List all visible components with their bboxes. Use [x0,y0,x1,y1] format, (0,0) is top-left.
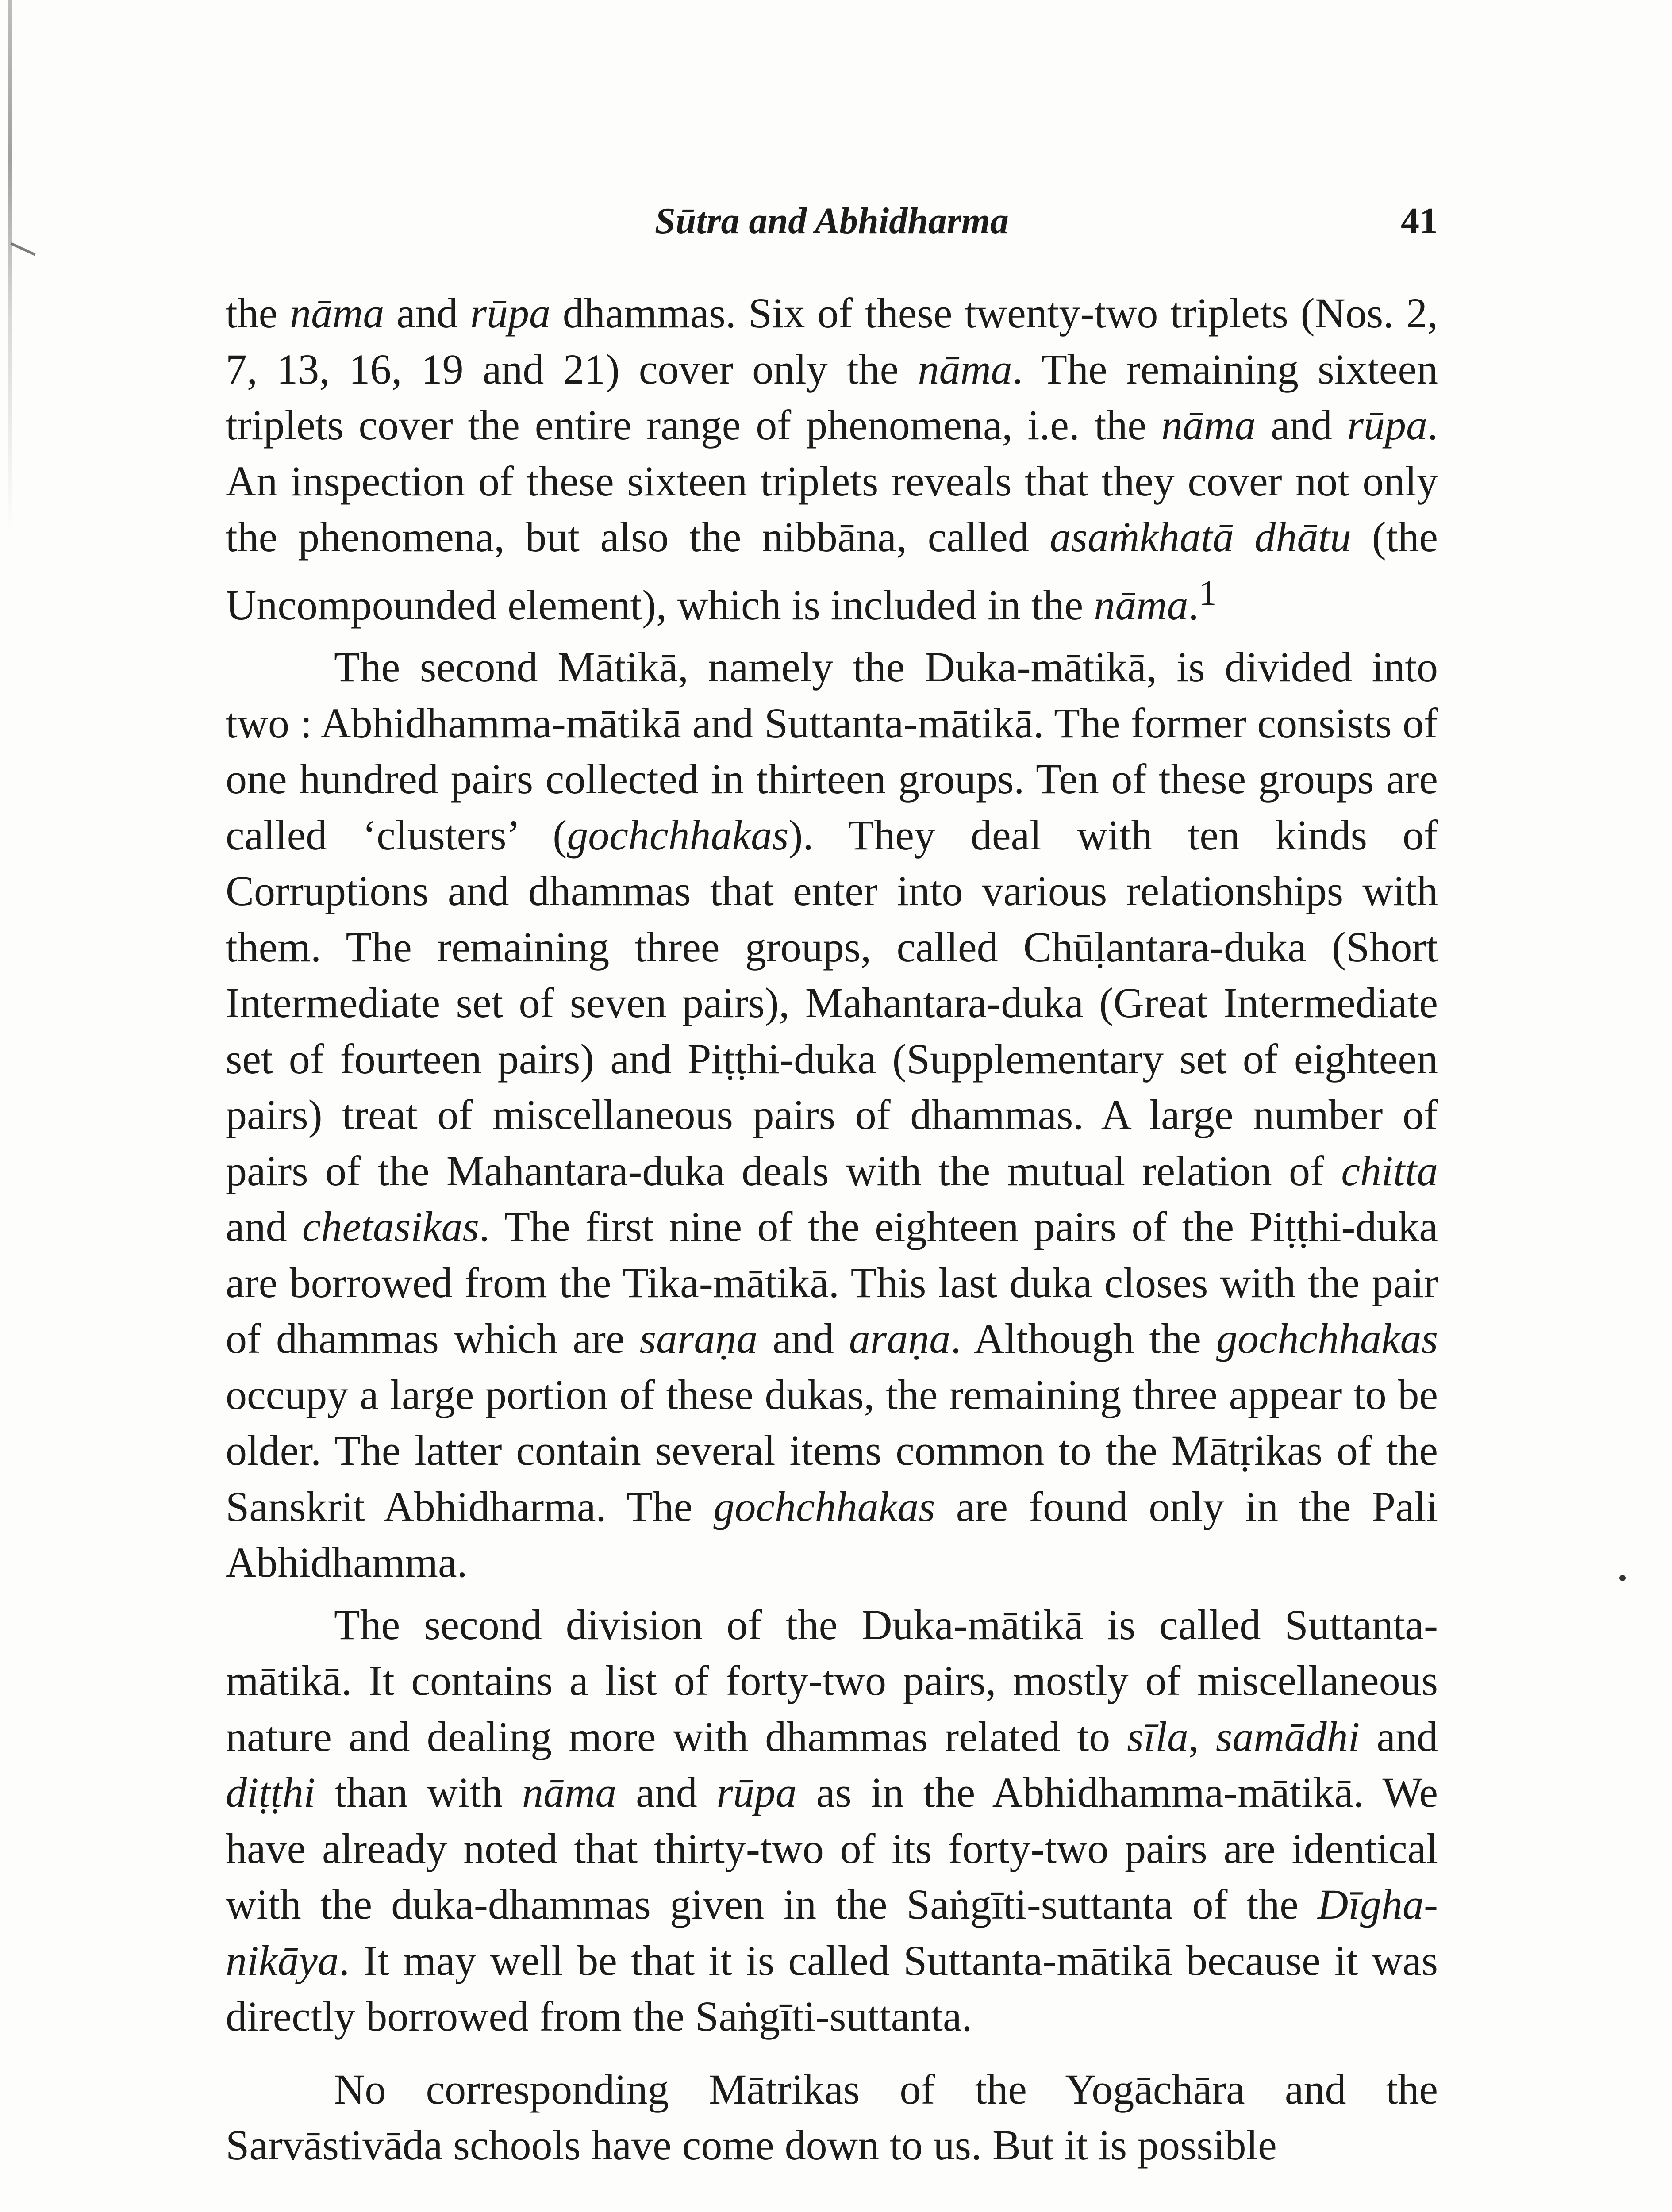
page-number: 41 [1401,200,1438,242]
footnote-reference: 1 [1199,573,1217,613]
scan-edge-shadow [8,0,12,531]
paragraph-4: No corresponding Mātrikas of the Yogāchāra and the Sarvāstivāda schools have come down to us. But it is possible [226,2065,1438,2169]
running-head: Sūtra and Abhidharma [655,200,1009,242]
paragraph-1: the nāma and rūpa dhammas. Six of these twenty-two triplets (Nos. 2, 7, 13, 16, 19 and 21) cover only the nāma. The remaining sixteen triplets cover the entire range of phenomena, i.e. the nāma and rūpa. An inspection of these sixteen triplets reveals that they cover not only the phenomena, but also the nibbāna, called asaṁkhatā dhātu (the Uncompounded element), which is included in the nāma.$^1$ [226,289,1438,629]
scan-edge-mark [11,242,36,256]
page-header [226,195,1438,248]
paragraph-3: The second division of the Duka-mātikā is called Suttanta-mātikā. It contains a list of forty-two pairs, mostly of miscellaneous nature and dealing more with dhammas related to sīla, samādhi and diṭṭhi than with nāma and rūpa as in the Abhidhamma-mātikā. We have already noted that thirty-two of its forty-two pairs are identical with the duka-dhammas given in the Saṅgīti-suttanta of the Dīgha-nikāya. It may well be that it is called Suttanta-mātikā because it was directly borrowed from the Saṅgīti-suttanta. [226,1601,1438,2040]
scan-speck [1619,1575,1626,1581]
paragraph-2: The second Mātikā, namely the Duka-mātikā, is divided into two : Abhidhamma-mātikā and Suttanta-mātikā. The former consists of one hundred pairs collected in thirteen groups. Ten of these groups are called ‘clusters’ (gochchhakas). They deal with ten kinds of Corruptions and dhammas that enter into various relationships with them. The remaining three groups, called Chūḷantara-duka (Short Intermediate set of seven pairs), Mahantara-duka (Great Intermediate set of fourteen pairs) and Piṭṭhi-duka (Supplementary set of eighteen pairs) treat of miscellaneous pairs of dhammas. A large number of pairs of the Mahantara-duka deals with the mutual relation of chitta and chetasikas. The first nine of the eighteen pairs of the Piṭṭhi-duka are borrowed from the Tika-mātikā. This last duka closes with the pair of dhammas which are saraṇa and araṇa. Although the gochchhakas occupy a large portion of these dukas, the remaining three appear to be older. The latter contain several items common to the Mātṛikas of the Sanskrit Abhidharma. The gochchhakas are found only in the Pali Abhidhamma. [226,643,1438,1586]
main-text [226,285,1438,2174]
